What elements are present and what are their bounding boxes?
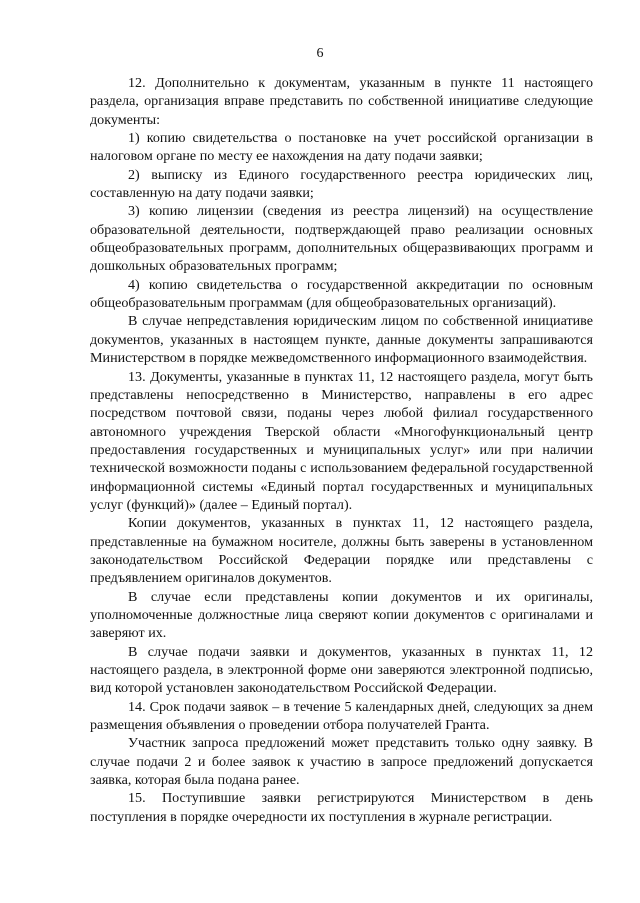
paragraph-originals: В случае если представлены копии документов и их оригиналы, уполномоченные должностные лица сверяют копии документов с оригиналами и заверяют их. xyxy=(90,588,593,642)
paragraph-14: 14. Срок подачи заявок – в течение 5 календарных дней, следующих за днем размещения объявления о проведении отбора получателей Гранта. xyxy=(90,698,593,734)
paragraph-one-application: Участник запроса предложений может представить только одну заявку. В случае подачи 2 и более заявок к участию в запросе предложений допускается заявка, которая была подана ранее. xyxy=(90,735,593,789)
paragraph-electronic: В случае подачи заявки и документов, указанных в пунктах 11, 12 настоящего раздела, в электронной форме они заверяются электронной подписью, вид которой установлен законодательством Российской Федерации. xyxy=(90,643,593,697)
list-item-2: 2) выписку из Единого государственного реестра юридических лиц, составленную на дату подачи заявки; xyxy=(90,166,593,202)
paragraph-15: 15. Поступившие заявки регистрируются Министерством в день поступления в порядке очередности их поступления в журнале регистрации. xyxy=(90,790,593,825)
page-number: 6 xyxy=(316,46,324,61)
list-item-4: 4) копию свидетельства о государственной аккредитации по основным общеобразовательным программам (для общеобразовательных организаций). xyxy=(90,276,593,312)
list-item-1: 1) копию свидетельства о постановке на учет российской организации в налоговом органе по месту ее нахождения на дату подачи заявки; xyxy=(90,130,593,165)
paragraph-12-intro: 12. Дополнительно к документам, указанным в пункте 11 настоящего раздела, организация вправе представить по собственной инициативе следующие документы: xyxy=(90,75,593,128)
paragraph-copies: Копии документов, указанных в пунктах 11, 12 настоящего раздела, представленные на бумажном носителе, должны быть заверены в установленном законодательством Российской Федерации порядке или представлены с предъявлением оригиналов документов. xyxy=(90,515,593,587)
document-body xyxy=(90,74,593,826)
paragraph-non-submission: В случае непредставления юридическим лицом по собственной инициативе документов, указанных в настоящем пункте, данные документы запрашиваются Министерством в порядке межведомственного информационного взаимодействия. xyxy=(90,313,593,367)
paragraph-13: 13. Документы, указанные в пунктах 11, 12 настоящего раздела, могут быть представлены непосредственно в Министерство, направлены в его адрес посредством почтовой связи, поданы через любой филиал государственного автономного учреждения Тверской области «Многофункциональный центр предоставления государственных и муниципальных услуг» или при наличии технической возможности поданы с использованием федеральной государственной информационной системы «Единый портал государственных и муниципальных услуг (функций)» (далее – Единый портал). xyxy=(90,368,593,513)
list-item-3: 3) копию лицензии (сведения из реестра лицензий) на осуществление образовательной деятельности, подтверждающей право реализации основных общеобразовательных программ, дополнительных общеразвивающих программ и дошкольных образовательных программ; xyxy=(90,203,593,275)
